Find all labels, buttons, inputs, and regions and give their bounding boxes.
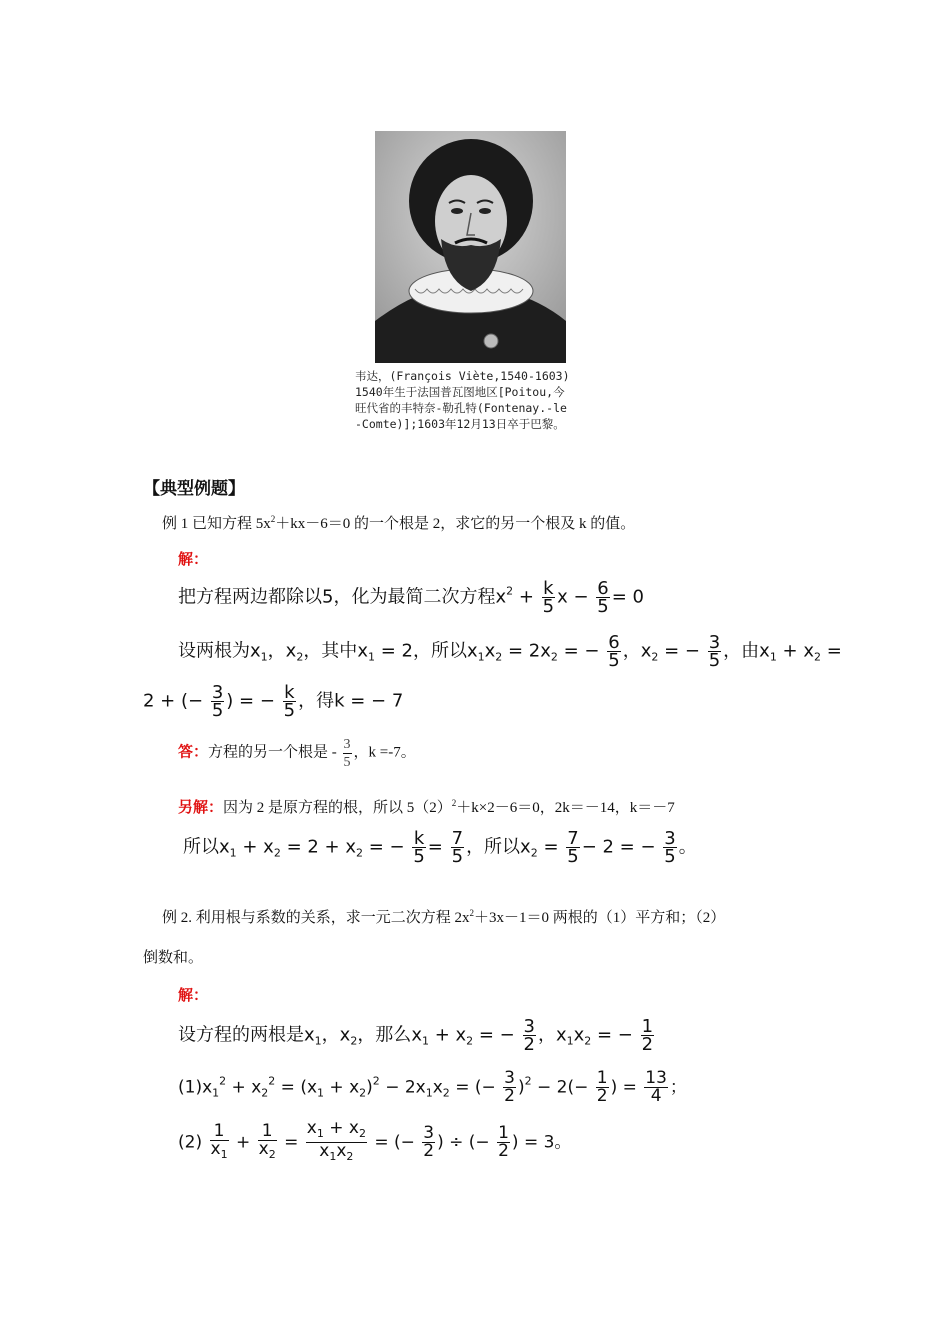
example2-statement-line2: 倒数和。 xyxy=(143,950,204,966)
caption-line: 1540年生于法国普瓦图地区[Poitou,今 xyxy=(355,385,565,399)
example1-alt-solution: 另解：因为 2 是原方程的根，所以 $5(2)^2+k\times 2-6=0$，2k＝－14，k＝－7 xyxy=(178,798,675,816)
example2-part1: $(1)x_1^2 + x_2^2 = (x_1 + x_2)^2 - 2x_1x_2$ = (− $\frac{3}{2}$ )$^2$ − 2(− $\frac{1}{2}$ ) = $\frac{13}{4}$ ； xyxy=(178,1068,687,1106)
example1-line2: 设两根为$x_1$，$x_2$，其中$x_1 = 2$，所以$x_1x_2 = 2x_2$ = − $\frac{6}{5}$ ，$x_2$ = − $\frac{3}{5}$ ，由$x_1 + x_2$ = xyxy=(178,632,842,671)
example1-alt-line2: 所以$x_1 + x_2 = 2 + x_2$ = − $\frac{k}{5}$ = $\frac{7}{5}$ ，所以$x_2$ = $\frac{7}{5}$ − 2 = − $\frac{3}{5}$ 。 xyxy=(183,828,697,867)
example1-line3: 2 + (− $\frac{3}{5}$ ) = − $\frac{k}{5}$ ，得k = − 7 xyxy=(143,682,404,721)
example2-jie-label: 解： xyxy=(178,986,209,1004)
caption-line: 旺代省的丰特奈-勒孔特(Fontenay.-le xyxy=(355,401,567,415)
caption-line: 韦达，(François Viète,1540-1603) xyxy=(355,369,570,383)
caption-line: -Comte)];1603年12月13日卒于巴黎。 xyxy=(355,417,565,431)
viete-portrait xyxy=(375,131,566,363)
section-heading: 【典型例题】 xyxy=(143,479,245,499)
example2-statement-line1: 例 2. 利用根与系数的关系，求一元二次方程 $2x^2+3x-1=0$ 两根的（1）平方和；（2） xyxy=(162,908,726,926)
example1-answer: 答：方程的另一个根是 - $\frac{3}{5}$ ，k =-7。 xyxy=(178,737,416,770)
portrait-caption xyxy=(355,368,615,432)
example2-line1: 设方程的两根是$x_1$，$x_2$，那么$x_1 + x_2$ = − $\frac{3}{2}$ ，$x_1x_2$ = − $\frac{1}{2}$ xyxy=(178,1016,654,1055)
example2-part2: (2) $\frac{1}{x_1}$ + $\frac{1}{x_2}$ = $\frac{x_1 + x_2}{x_1x_2}$ = (− $\frac{3}{2}$ ) ÷ (− $\frac{1}{2}$ ) = 3。 xyxy=(178,1118,572,1163)
example1-line1: 把方程两边都除以5，化为最简二次方程$x^2$ + $\frac{k}{5}$ x − $\frac{6}{5}$ = 0 xyxy=(178,578,644,617)
example1-jie-label: 解： xyxy=(178,550,209,568)
example1-statement: 例 1 已知方程 $5x^2+kx-6=0$ 的一个根是 2，求它的另一个根及 k 的值。 xyxy=(162,514,636,532)
